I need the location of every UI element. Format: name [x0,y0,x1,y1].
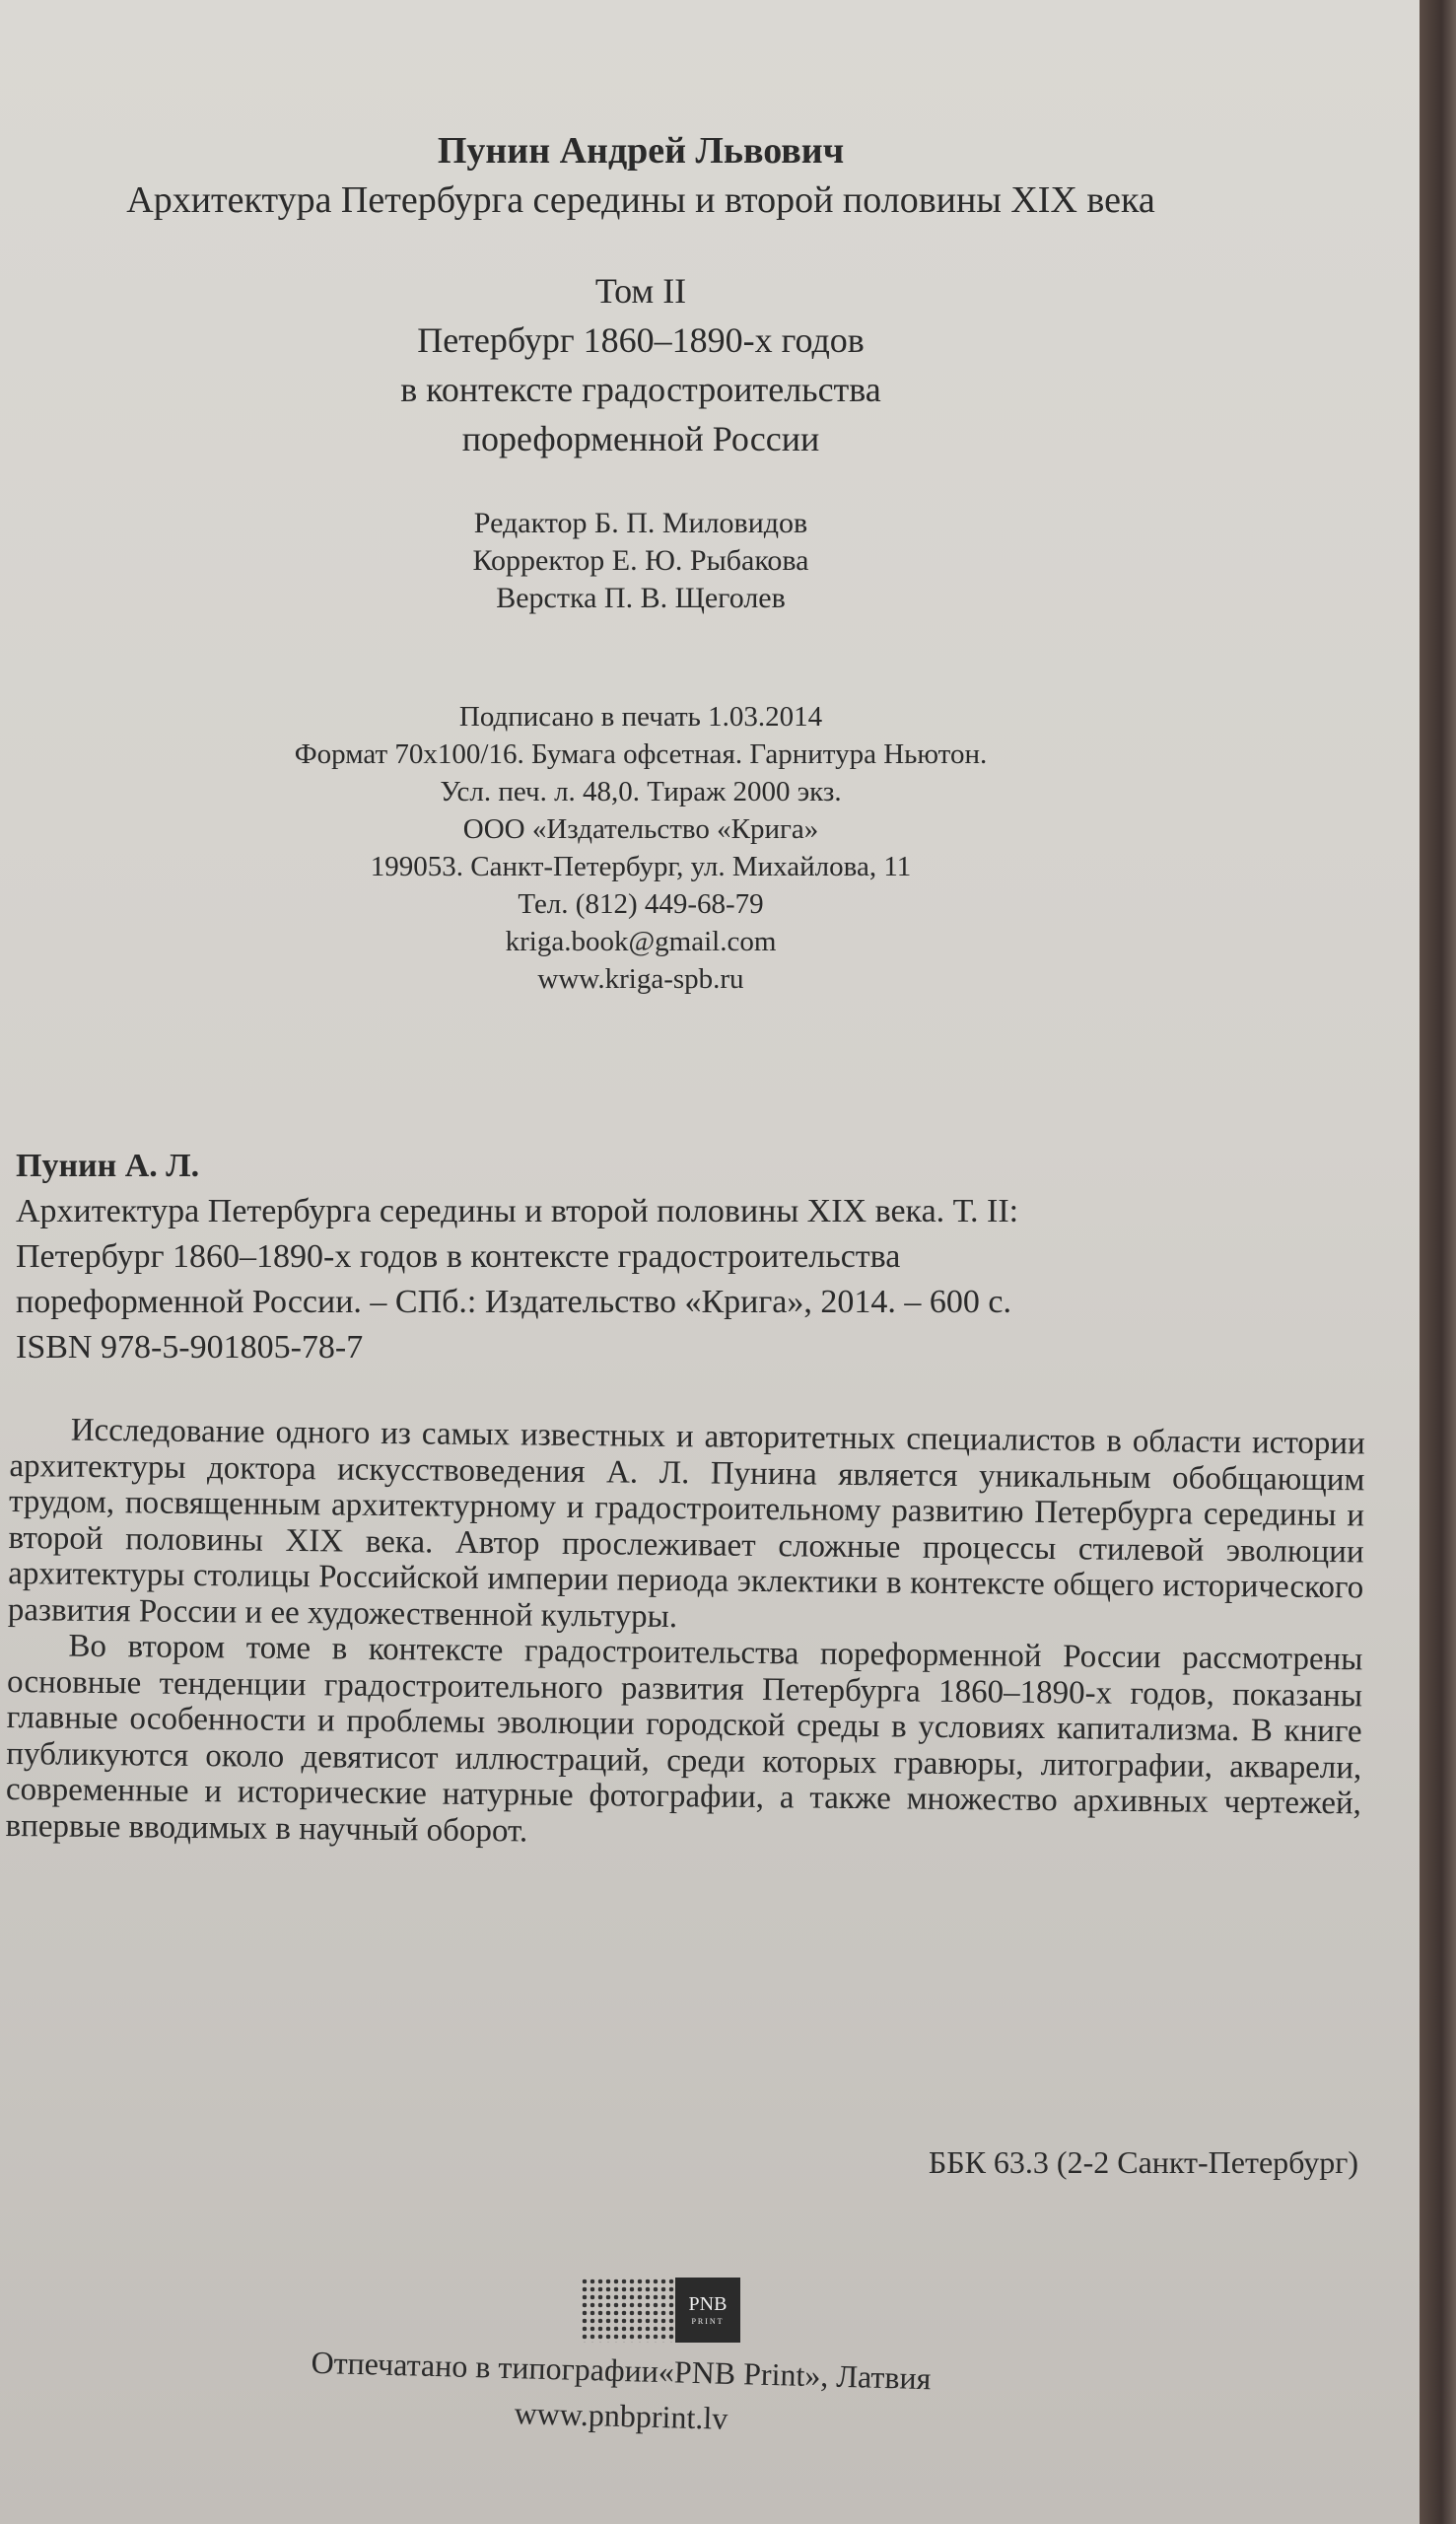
catalog-line: пореформенной России. – СПб.: Издательство «Крига», 2014. – 600 с. [16,1284,1011,1320]
catalog-line: Архитектура Петербурга середины и второй половины XIX века. Т. II: [16,1193,1019,1229]
imprint-line: Подписано в печать 1.03.2014 [458,701,823,733]
imprint-line: 199053. Санкт-Петербург, ул. Михайлова, 11 [370,851,912,882]
imprint-block [0,698,1282,998]
catalog-entry [16,1144,1376,1370]
pnb-print-logo [581,2278,740,2343]
bbk-code: ББК 63.3 (2-2 Санкт-Петербург) [928,2144,1358,2180]
imprint-line: ООО «Издательство «Крига» [462,813,819,845]
catalog-line: Петербург 1860–1890-х годов в контексте градостроительства [16,1238,901,1275]
imprint-line: Формат 70х100/16. Бумага офсетная. Гарнитура Ньютон. [294,738,988,770]
header-block [0,126,1282,225]
printer-website: www.pnbprint.lv [514,2395,728,2436]
imprint-line: Тел. (812) 449-68-79 [518,888,764,920]
imprint-website: www.kriga-spb.ru [537,963,744,995]
layout-credit: Верстка П. В. Щеголев [496,582,786,614]
logo-dots-icon [581,2278,675,2343]
volume-label: Том II [594,271,687,311]
printed-by-line: Отпечатано в типографии«PNB Print», Латвия [311,2344,932,2397]
catalog-author: Пунин А. Л. [16,1148,200,1184]
imprint-line: Усл. печ. л. 48,0. Тираж 2000 экз. [440,776,842,807]
printer-block [276,2278,966,2438]
credits-block [0,505,1282,617]
volume-subtitle-line: пореформенной России [461,419,820,458]
volume-subtitle-line: в контексте градостроительства [400,370,881,409]
page-edge [1420,0,1456,2524]
abstract-paragraph: Во втором томе в контексте градостроительства пореформенной России рассмотрены основные тенденции градостроительного развития Петербурга 1860–1890-х годов, показаны главные особенности и проблемы эволюции городской среды в условиях капитализма. В книге публикуются около девятисот иллюстраций, среди которых гравюры, литографии, акварели, современные и исторические натурные фотографии, а также множество архивных чертежей, впервые вводимых в научный оборот. [5,1628,1363,1850]
imprint-email: kriga.book@gmail.com [505,926,777,957]
volume-block [0,266,1282,463]
logo-text: PNB [688,2293,728,2315]
abstract [5,1412,1365,1858]
volume-subtitle-line: Петербург 1860–1890-х годов [417,320,865,360]
editor-credit: Редактор Б. П. Миловидов [473,507,808,539]
logo-subtext: PRINT [691,2317,725,2326]
book-title: Архитектура Петербурга середины и второй половины XIX века [126,179,1155,221]
author-full-name: Пунин Андрей Львович [437,130,845,172]
abstract-paragraph: Исследование одного из самых известных и авторитетных специалистов в области истории архитектуры доктора искусствоведения А. Л. Пунина является уникальным обобщающим трудом, посвященным архитектурному и градостроительному развитию Петербурга середины и второй половины XIX века. Автор прослеживает сложные процессы стилевой эволюции архитектуры столицы Российской империи периода эклектики в контексте общего исторического развития России и ее художественной культуры. [7,1412,1365,1635]
isbn: ISBN 978-5-901805-78-7 [16,1329,364,1366]
proofreader-credit: Корректор Е. Ю. Рыбакова [472,544,809,577]
logo-box [675,2278,740,2343]
